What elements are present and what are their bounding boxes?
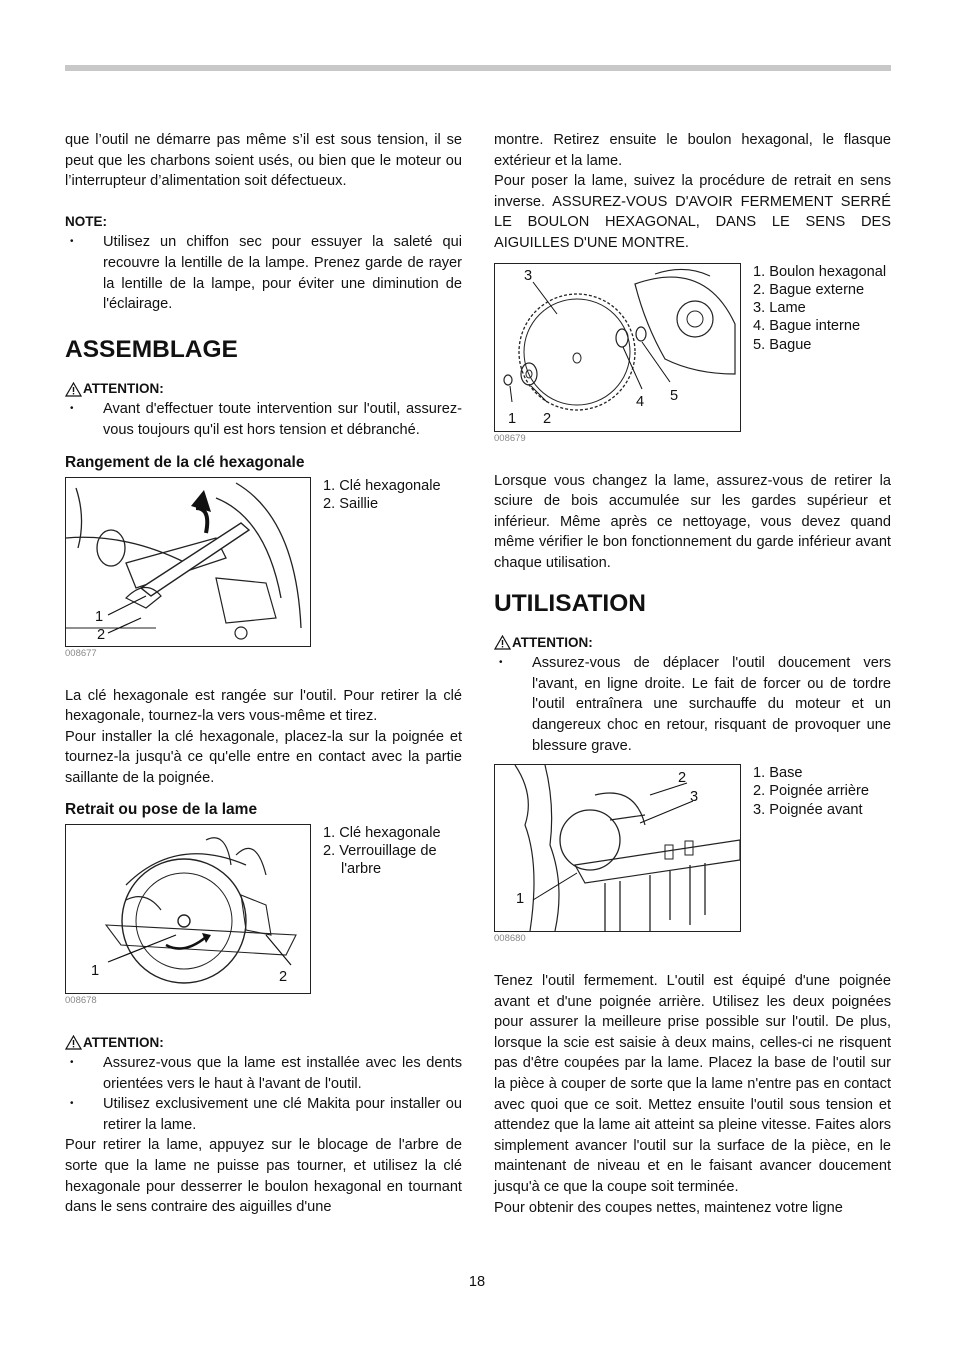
attention-item: • Assurez-vous que la lame est installée avec les dents orientées vers le haut à l'avant de l'outil. [65, 1053, 462, 1094]
callout-1: 1 [91, 962, 100, 979]
utilisation-attention-list [494, 653, 891, 756]
legend-item: 2. Verrouillage de l'arbre [323, 842, 437, 878]
attention-text: ATTENTION: [83, 380, 164, 396]
figure-hex-key-storage [65, 477, 462, 660]
assemblage-heading: ASSEMBLAGE [65, 335, 238, 363]
sciure-paragraph: Lorsque vous changez la lame, assurez-vous de retirer la sciure de bois accumulée sur les gardes supérieur et inférieur. Même après ce nettoyage, vous devez quand même vérifier le bon fonctionnement du garde inférieur avant chaque utilisation. [494, 472, 891, 571]
pose-paragraph: Pour poser la lame, suivez la procédure de retrait en sens inverse. ASSUREZ-VOUS D'AVOIR FERMEMENT SERRÉ LE BOULON HEXAGONAL, DANS LE SENS DES AIGUILLES D'UNE MONTRE. [494, 173, 891, 251]
callout-2: 2 [97, 626, 106, 643]
note-item: • Utilisez un chiffon sec pour essuyer la saleté qui recouvre la lentille de la lampe. Prenez garde de rayer la lentille de la lampe, pour éviter une diminution de l'éclairage. [65, 232, 462, 314]
retrait-attention-list [65, 1053, 462, 1135]
legend-item: 2. Poignée arrière [753, 783, 870, 800]
note-list [65, 232, 462, 314]
attention-text: ATTENTION: [512, 634, 593, 650]
figure-id: 008680 [494, 933, 526, 945]
left-column [65, 130, 462, 1218]
legend-item: 4. Bague interne [753, 318, 861, 335]
attention-item: • Avant d'effectuer toute intervention sur l'outil, assurez-vous toujours qu'il est hors tension et débranché. [65, 399, 462, 440]
attention-text: ATTENTION: [83, 1034, 164, 1050]
legend-item: 3. Poignée avant [753, 801, 863, 818]
figure-frame [65, 477, 311, 647]
header-rule [65, 65, 891, 71]
figure-frame [494, 263, 741, 432]
warning-triangle-icon [65, 382, 82, 397]
figure-frame [494, 764, 741, 932]
callout-2: 2 [279, 968, 288, 985]
legend-item: 2. Saillie [323, 495, 379, 512]
warning-triangle-icon [494, 635, 511, 650]
rangement-heading: Rangement de la clé hexagonale [65, 453, 305, 471]
rangement-paragraph-1: La clé hexagonale est rangée sur l'outil. Pour retirer la clé hexagonale, tournez-la vers vous-même et tirez. [65, 687, 462, 725]
attention-label [494, 633, 891, 654]
callout-2: 2 [678, 770, 687, 787]
warning-triangle-icon [65, 1035, 82, 1050]
attention-label [65, 379, 462, 400]
figure-operation [494, 764, 891, 945]
figure-blade-removal [65, 824, 462, 1007]
retrait-paragraph: Pour retirer la lame, appuyez sur le blocage de l'arbre de sorte que la lame ne puisse pas tourner, et utilisez la clé hexagonale pour desserrer le boulon hexagonal en tournant dans le sens contraire des aiguilles d'une [65, 1137, 462, 1216]
figure-frame [65, 824, 311, 994]
legend-item: 2. Bague externe [753, 281, 865, 298]
figure-id: 008678 [65, 994, 97, 1006]
callout-1: 1 [95, 608, 104, 625]
attention-item: • Utilisez exclusivement une clé Makita pour installer ou retirer la lame. [65, 1094, 462, 1135]
legend-item: 1. Clé hexagonale [323, 824, 441, 841]
figure-blade-parts [494, 263, 891, 445]
utilisation-heading: UTILISATION [494, 589, 646, 617]
blade-parts-illustration [495, 264, 740, 431]
figure-id: 008679 [494, 432, 526, 444]
retrait-heading: Retrait ou pose de la lame [65, 800, 258, 818]
callout-5: 5 [670, 387, 679, 404]
intro-paragraph: que l’outil ne démarre pas même s’il est sous tension, il se peut que les charbons soient usés, ou bien que le moteur ou l’interrupteur d’alimentation soit défectueux. [65, 132, 462, 190]
note-label: NOTE: [65, 213, 107, 229]
figure-legend [323, 824, 462, 879]
page-number: 18 [468, 1274, 486, 1290]
legend-item: 1. Base [753, 765, 803, 782]
callout-1: 1 [508, 410, 517, 427]
figure-legend [323, 477, 441, 514]
figure-legend [753, 263, 886, 354]
rangement-paragraph-2: Pour installer la clé hexagonale, placez-la sur la poignée et tournez-la jusqu'à ce qu'elle entre en contact avec la partie saillante de la poignée. [65, 728, 462, 786]
callout-3: 3 [524, 267, 533, 284]
legend-item: 5. Bague [753, 336, 812, 353]
callout-1: 1 [516, 891, 525, 908]
callout-3: 3 [690, 789, 699, 806]
final-paragraph: Pour obtenir des coupes nettes, maintenez votre ligne [494, 1199, 843, 1216]
figure-id: 008677 [65, 647, 97, 659]
attention-label [65, 1033, 462, 1054]
callout-4: 4 [636, 393, 645, 410]
tenez-paragraph: Tenez l'outil fermement. L'outil est équipé d'une poignée avant et d'une poignée arrière. Utilisez les deux poignées pour assurer la meilleure prise possible sur l'outil. De plus, lorsque la scie est saisie à deux mains, celles-ci ne risquent pas d'être coupées par la lame. Placez la base de l'outil sur la pièce à couper de sorte que la lame n'entre pas en contact avec quoi que ce soit. Mettez ensuite l'outil sous tension et attendez que la lame ait atteint sa pleine vitesse. Faites alors simplement avancer l'outil sur la surface de la pièce, en le maintenant de niveau et en le faisant avancer doucement jusqu'à ce que la coupe soit terminée. [494, 973, 891, 1196]
attention-item: • Assurez-vous de déplacer l'outil doucement vers l'avant, en ligne droite. Le fait de forcer ou de tordre l'outil entraînera une surchauffe du moteur et un dangereux choc en retour, risquant de provoquer une blessure grave. [494, 653, 891, 756]
legend-item: 1. Clé hexagonale [323, 477, 441, 494]
legend-item: 1. Boulon hexagonal [753, 263, 887, 280]
saw-blade-illustration [66, 825, 310, 993]
callout-2: 2 [543, 410, 552, 427]
legend-item: 3. Lame [753, 300, 806, 317]
figure-legend [753, 764, 869, 819]
assemblage-attention-list [65, 399, 462, 440]
continuation-paragraph: montre. Retirez ensuite le boulon hexagonal, le flasque extérieur et la lame. [494, 132, 891, 169]
right-column [494, 130, 891, 1218]
saw-operation-illustration [495, 765, 740, 931]
